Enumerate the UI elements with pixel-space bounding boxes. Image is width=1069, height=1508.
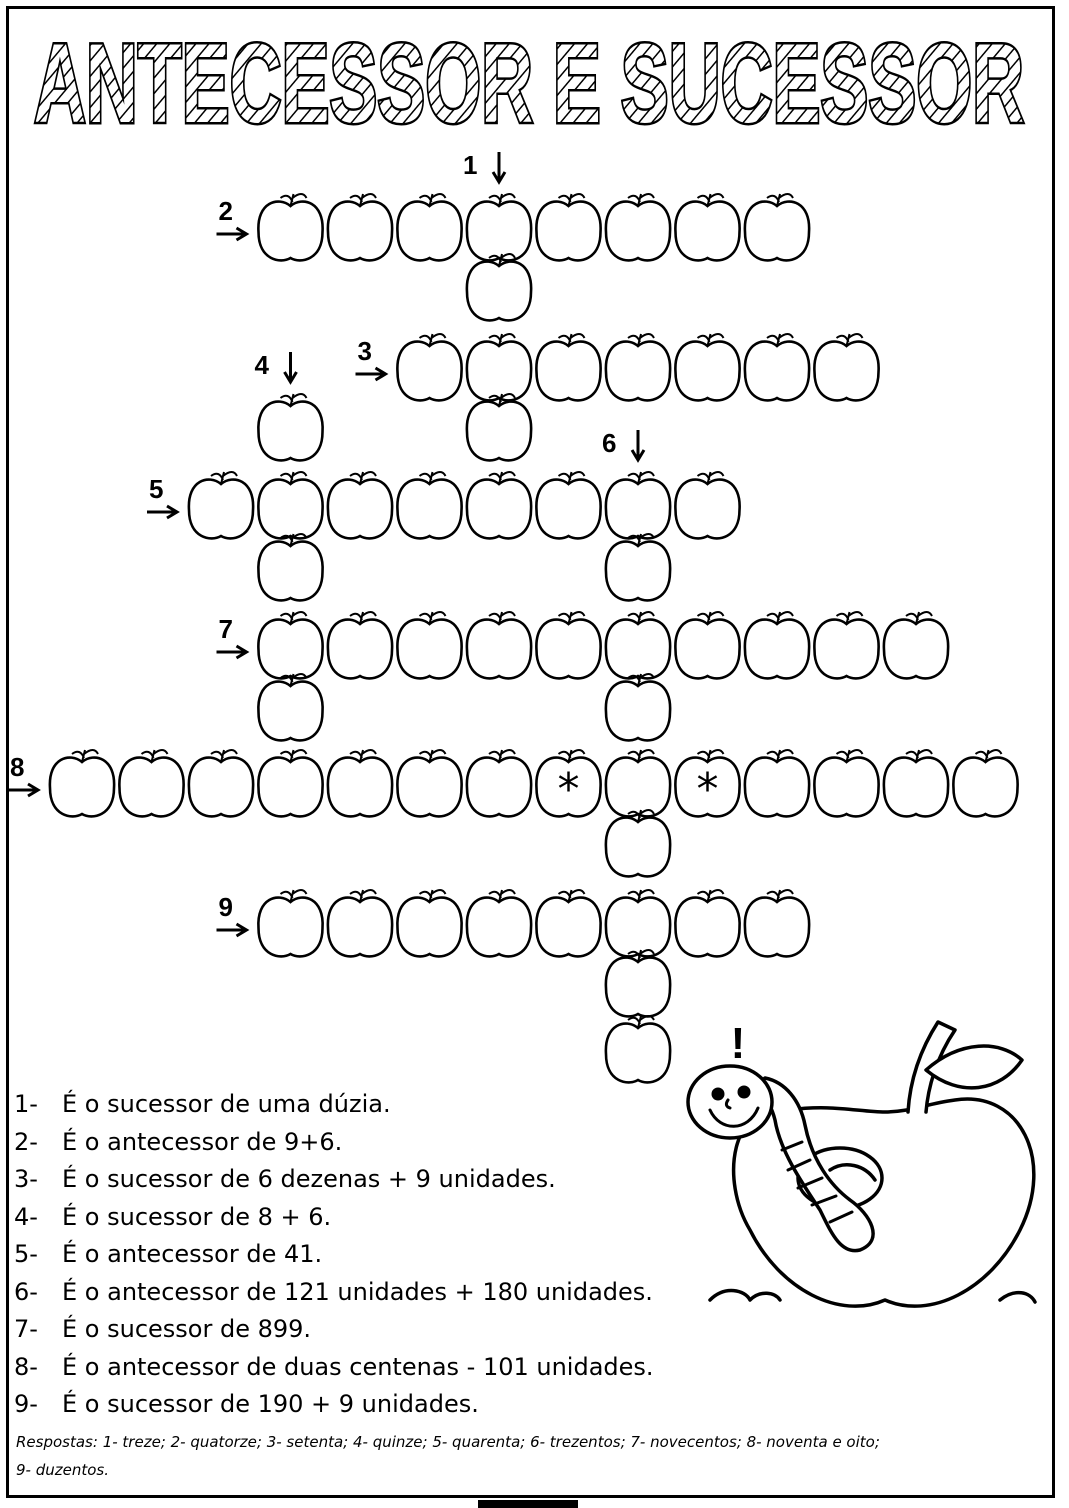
apple-outline (189, 480, 253, 539)
apple-outline (119, 758, 183, 817)
apple-outline (467, 342, 531, 401)
apple-cell[interactable] (536, 334, 600, 400)
clue-list (14, 1086, 654, 1424)
clue-number: 7- (14, 1315, 38, 1343)
clue-text: É o sucessor de 899. (62, 1315, 312, 1343)
clue-9 (14, 1386, 654, 1424)
apple-outline (258, 542, 322, 601)
page-title: ANTECESSOR E SUCESSOR (34, 21, 1024, 144)
apple-outline (467, 402, 531, 461)
clue-6 (14, 1274, 654, 1312)
clue-number: 2- (14, 1127, 38, 1156)
answer-key-line-1: Respostas: 1- treze; 2- quatorze; 3- setenta; 4- quinze; 5- quarenta; 6- trezentos; 7- novecentos; 8- noventa e oito; (16, 1433, 880, 1451)
clue-3 (14, 1161, 654, 1199)
marked-cell-symbol: * (557, 764, 580, 815)
apple-cell[interactable] (467, 334, 531, 400)
apple-outline (675, 202, 739, 261)
apple-outline (258, 682, 322, 741)
apple-cell[interactable] (606, 950, 670, 1016)
apple-cell[interactable] (397, 890, 461, 956)
apple-outline (189, 758, 253, 817)
apple-outline (397, 620, 461, 679)
clue-number: 4- (14, 1202, 38, 1231)
apple-outline (536, 342, 600, 401)
apple-cell[interactable] (189, 750, 253, 816)
apple-outline (745, 898, 809, 957)
apple-cell[interactable] (745, 194, 809, 260)
apple-cell[interactable] (606, 612, 670, 678)
clue-number: 6- (14, 1277, 38, 1306)
apple-cell[interactable] (258, 674, 322, 740)
clue-number: 8- (14, 1352, 38, 1381)
apple-cell[interactable] (606, 750, 670, 816)
clue-text: É o antecessor de 9+6. (62, 1127, 343, 1156)
clue-number-label: 5 (149, 474, 164, 504)
clue-text: É o antecessor de 121 unidades + 180 unidades. (62, 1277, 653, 1306)
apple-outline (606, 480, 670, 539)
answer-key (16, 1428, 1046, 1484)
apple-outline (397, 758, 461, 817)
apple-cell[interactable] (189, 472, 253, 538)
apple-cell[interactable] (258, 394, 322, 460)
apple-cell[interactable] (606, 334, 670, 400)
apple-cell[interactable] (258, 194, 322, 260)
apple-cell[interactable] (814, 750, 878, 816)
clue-text: É o sucessor de 8 + 6. (62, 1202, 332, 1231)
clue-number-label: 1 (463, 150, 478, 180)
apple-cell[interactable] (675, 194, 739, 260)
apple-cell[interactable] (328, 472, 392, 538)
clue-5 (14, 1236, 654, 1274)
apple-cell[interactable] (467, 890, 531, 956)
apple-outline (258, 620, 322, 679)
apple-outline (467, 262, 531, 321)
clue-number-label: 3 (357, 336, 372, 366)
apple-outline (467, 480, 531, 539)
apple-outline (745, 620, 809, 679)
apple-cell[interactable] (467, 612, 531, 678)
apple-outline (675, 342, 739, 401)
apple-cell[interactable] (467, 254, 531, 320)
apple-outline (606, 758, 670, 817)
clue-number-label: 6 (602, 428, 617, 458)
apple-cell[interactable] (328, 612, 392, 678)
clue-number: 3- (14, 1165, 38, 1193)
apple-cell[interactable] (814, 612, 878, 678)
apple-outline (675, 620, 739, 679)
apple-outline (467, 202, 531, 261)
down-arrow-icon (632, 430, 644, 460)
apple-cell[interactable] (745, 612, 809, 678)
apple-outline (397, 480, 461, 539)
clue-number-label: 9 (218, 892, 233, 922)
apple-outline (606, 818, 670, 877)
apple-cell[interactable] (675, 612, 739, 678)
clue-number-label: 2 (218, 196, 233, 226)
apple-cell[interactable] (258, 534, 322, 600)
apple-outline (814, 758, 878, 817)
apple-outline (606, 958, 670, 1017)
apple-cell[interactable] (397, 334, 461, 400)
apple-cell[interactable] (884, 750, 948, 816)
apple-outline (745, 342, 809, 401)
apple-outline (606, 898, 670, 957)
apple-cell[interactable] (606, 1016, 670, 1082)
clue-text: É o sucessor de 6 dezenas + 9 unidades. (62, 1165, 556, 1193)
apple-outline (467, 758, 531, 817)
clue-number-label: 4 (254, 350, 269, 380)
apple-outline (606, 202, 670, 261)
apple-outline (884, 758, 948, 817)
apple-outline (606, 682, 670, 741)
clue-4 (14, 1199, 654, 1237)
apple-outline (675, 898, 739, 957)
exclamation-mark: ! (730, 1019, 746, 1068)
clue-7 (14, 1311, 654, 1349)
apple-cell[interactable] (467, 394, 531, 460)
apple-outline (536, 898, 600, 957)
apple-cell[interactable] (467, 472, 531, 538)
apple-outline (258, 202, 322, 261)
apple-outline (953, 758, 1017, 817)
clue-text: É o sucessor de uma dúzia. (62, 1090, 391, 1118)
clue-8 (14, 1349, 654, 1387)
apple-outline (258, 480, 322, 539)
across-arrow-icon (8, 784, 38, 796)
apple-cell[interactable] (606, 472, 670, 538)
apple-outline (884, 620, 948, 679)
apple-outline (258, 758, 322, 817)
apple-cell[interactable] (397, 612, 461, 678)
clue-number: 9- (14, 1390, 38, 1418)
apple-cell[interactable] (258, 612, 322, 678)
apple-cell[interactable] (536, 612, 600, 678)
marked-cell-symbol: * (696, 764, 719, 815)
apple-cell[interactable] (606, 674, 670, 740)
across-arrow-icon (147, 506, 177, 518)
apple-outline (536, 620, 600, 679)
apple-cell[interactable] (884, 612, 948, 678)
apple-outline (814, 620, 878, 679)
apple-cell[interactable] (675, 334, 739, 400)
apple-outline (397, 202, 461, 261)
clue-text: É o antecessor de duas centenas - 101 unidades. (62, 1352, 654, 1381)
clue-number: 5- (14, 1240, 38, 1268)
apple-outline (467, 620, 531, 679)
apple-outline (745, 758, 809, 817)
apple-cell[interactable] (467, 194, 531, 260)
across-arrow-icon (217, 646, 247, 658)
across-arrow-icon (217, 924, 247, 936)
apple-cell[interactable] (50, 750, 114, 816)
apple-outline (328, 202, 392, 261)
apple-cell[interactable] (328, 194, 392, 260)
clue-1 (14, 1086, 654, 1124)
apple-outline (328, 758, 392, 817)
apple-outline (536, 202, 600, 261)
apple-outline (397, 898, 461, 957)
clue-text: É o antecessor de 41. (62, 1240, 323, 1268)
apple-cell[interactable] (606, 534, 670, 600)
apple-cell[interactable] (536, 472, 600, 538)
apple-cell[interactable] (675, 750, 739, 816)
clue-number-label: 8 (10, 752, 25, 782)
apple-cell[interactable] (953, 750, 1017, 816)
apple-outline (606, 1024, 670, 1083)
apple-cell[interactable] (119, 750, 183, 816)
apple-cell[interactable] (675, 472, 739, 538)
clue-text: É o sucessor de 190 + 9 unidades. (62, 1390, 479, 1418)
apple-outline (258, 898, 322, 957)
down-arrow-icon (285, 352, 297, 382)
page-bottom-tab (478, 1500, 578, 1508)
apple-outline (328, 480, 392, 539)
apple-cell[interactable] (536, 194, 600, 260)
apple-cell[interactable] (606, 890, 670, 956)
apple-cell[interactable] (814, 334, 878, 400)
apple-outline (328, 898, 392, 957)
apple-cell[interactable] (397, 194, 461, 260)
apple-cell[interactable] (606, 194, 670, 260)
apple-cell[interactable] (328, 890, 392, 956)
apple-cell[interactable] (258, 472, 322, 538)
down-arrow-icon (493, 152, 505, 182)
apple-outline (745, 202, 809, 261)
apple-cell[interactable] (745, 750, 809, 816)
apple-outline (50, 758, 114, 817)
apple-outline (258, 402, 322, 461)
apple-cell[interactable] (328, 750, 392, 816)
across-arrow-icon (356, 368, 386, 380)
apple-outline (814, 342, 878, 401)
answer-key-line-2: 9- duzentos. (16, 1461, 110, 1479)
apple-cell[interactable] (675, 890, 739, 956)
apple-outline (606, 542, 670, 601)
apple-outline (675, 480, 739, 539)
apple-cell[interactable] (467, 750, 531, 816)
apple-outline (467, 898, 531, 957)
apple-outline (397, 342, 461, 401)
apple-cell[interactable] (397, 472, 461, 538)
apple-cell[interactable] (397, 750, 461, 816)
apple-outline (606, 620, 670, 679)
clue-number: 1- (14, 1090, 38, 1118)
apple-cell[interactable] (258, 750, 322, 816)
apple-cell[interactable] (606, 810, 670, 876)
apple-cell[interactable] (745, 334, 809, 400)
apple-outline (536, 480, 600, 539)
clue-number-label: 7 (218, 614, 233, 644)
apple-cell[interactable] (536, 890, 600, 956)
apple-outline (606, 342, 670, 401)
apple-cell[interactable] (536, 750, 600, 816)
apple-cell[interactable] (745, 890, 809, 956)
across-arrow-icon (217, 228, 247, 240)
apple-outline (328, 620, 392, 679)
apple-cell[interactable] (258, 890, 322, 956)
apple-worm-illustration (670, 1000, 1050, 1330)
clue-2 (14, 1124, 654, 1162)
